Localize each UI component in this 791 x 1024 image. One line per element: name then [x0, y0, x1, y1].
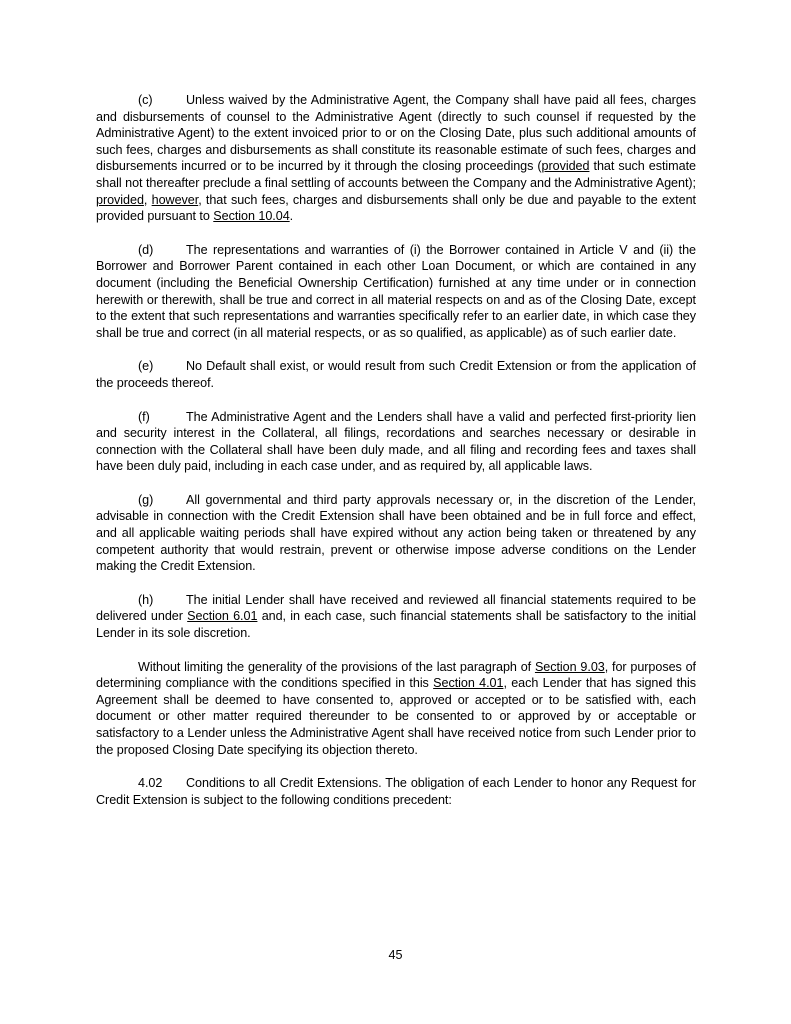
section-reference: Section 6.01 [187, 609, 258, 624]
provided-term: provided [96, 192, 144, 207]
paragraph-e: (e) No Default shall exist, or would result from such Credit Extension or from the application of the proceeds thereof. [96, 359, 696, 390]
section-4-02: 4.02 Conditions to all Credit Extensions. The obligation of each Lender to honor any Request for Credit Extension is subject to the following conditions precedent: [96, 776, 696, 807]
paragraph-marker: (g) [138, 492, 154, 507]
paragraph-c: (c) Unless waived by the Administrative Agent, the Company shall have paid all fees, charges and disbursements of counsel to the Administrative Agent (directly to such counsel if requested by the Administrative Agent) to the extent invoiced prior to or on the Closing Date, plus such additional amounts of such fees, charges and disbursements as shall constitute its reasonable estimate of such fees, charges and disbursements incurred or to be incurred by it through the closing proceedings (provided that such estimate shall not thereafter preclude a final settling of accounts between the Company and the Administrative Agent); provided, however, that such fees, charges and disbursements shall only be due and payable to the extent provided pursuant to Section 10.04. [96, 93, 696, 224]
paragraph-marker: (c) [138, 93, 153, 107]
section-heading: Conditions to all Credit Extensions. [186, 776, 382, 791]
paragraph-g: (g) All governmental and third party approvals necessary or, in the discretion of the Lender, advisable in connection with the Credit Extension shall have been obtained and be in full force and effect, and all applicable waiting periods shall have expired without any action being taken or threatened by any competent authority that would restrain, prevent or otherwise impose adverse conditions on the Lender making the Credit Extension. [96, 492, 696, 574]
paragraph-marker: (e) [138, 359, 154, 374]
closing-paragraph: Without limiting the generality of the provisions of the last paragraph of Section 9.03, for purposes of determining compliance with the conditions specified in this Section 4.01, each Lender that has signed this Agreement shall be deemed to have consented to, approved or accepted or to be satisfied with, each document or other matter required thereunder to be consented to or approved by or acceptable or satisfactory to a Lender unless the Administrative Agent shall have received notice from such Lender prior to the proposed Closing Date specifying its objection thereto. [96, 659, 697, 757]
paragraph-marker: (h) [138, 592, 154, 607]
paragraph-marker: (d) [138, 242, 154, 257]
section-reference: Section 9.03 [534, 659, 605, 674]
section-number: 4.02 [138, 776, 163, 791]
paragraph-marker: (f) [138, 409, 150, 424]
section-reference: Section 4.01 [433, 676, 504, 691]
paragraph-f: (f) The Administrative Agent and the Lenders shall have a valid and perfected first-priority lien and security interest in the Collateral, all filings, recordations and searches necessary or desirable in connection with the Collateral shall have been duly made, and all filing and recording fees and taxes shall have been duly paid, including in each case under, and as required by, all applicable laws. [96, 409, 696, 474]
paragraph-d: (d) The representations and warranties of (i) the Borrower contained in Article V and (ii) the Borrower and Borrower Parent contained in each other Loan Document, or which are contained in any document (including the Beneficial Ownership Certification) furnished at any time under or in connection herewith or therewith, shall be true and correct in all material respects on and as of the Closing Date, except to the extent that such representations and warranties specifically refer to an earlier date, in which case they shall be true and correct (in all material respects, or as so qualified, as applicable) as of such earlier date. [96, 242, 696, 340]
however-term: however [151, 192, 199, 207]
paragraph-h: (h) The initial Lender shall have received and reviewed all financial statements required to be delivered under Section 6.01 and, in each case, such financial statements shall be satisfactory to the initial Lender in its sole discretion. [96, 592, 696, 641]
section-reference: Section 10.04 [213, 209, 290, 224]
page-number: 45 [388, 948, 403, 962]
provided-term: provided [541, 159, 590, 174]
